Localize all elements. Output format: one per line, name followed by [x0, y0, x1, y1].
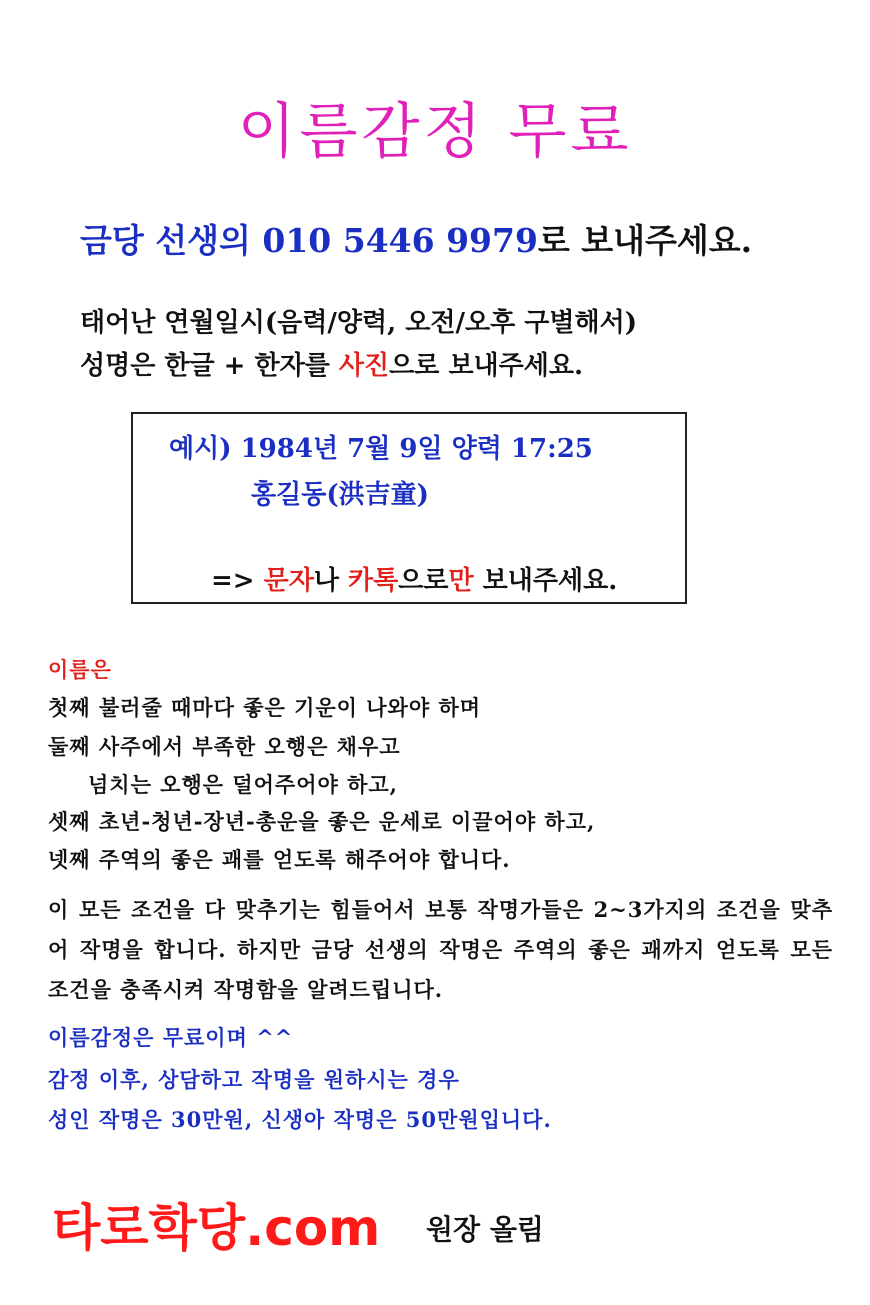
name-rule-2-cont: 넘치는 오행은 덜어주어야 하고,	[88, 772, 398, 797]
page-title: 이름감정 무료	[237, 97, 633, 167]
info-line-1: 태어난 연월일시(음력/양력, 오전/오후 구별해서)	[80, 308, 638, 338]
example-box	[131, 412, 687, 604]
contact-instruction: 로 보내주세요.	[537, 221, 753, 260]
brand-logo-text: 타로학당.com	[52, 1199, 381, 1257]
info-line-2	[80, 345, 583, 382]
name-rule-4: 넷째 주역의 좋은 괘를 얻도록 해주어야 합니다.	[48, 847, 511, 872]
name-section-heading: 이름은	[48, 657, 112, 682]
name-rule-2: 둘째 사주에서 부족한 오행은 채우고	[48, 734, 401, 759]
example-only: 만	[448, 566, 474, 596]
name-rule-1: 첫째 불러줄 때마다 좋은 기운이 나와야 하며	[48, 695, 482, 720]
info-photo-highlight: 사진	[338, 351, 390, 381]
pricing-line-1: 이름감정은 무료이며 ^^	[48, 1025, 294, 1050]
example-sms: 문자	[263, 566, 314, 596]
example-date: 예시) 1984년 7월 9일 양력 17:25	[169, 434, 593, 464]
info-line-2-post: 으로 보내주세요.	[389, 351, 584, 381]
contact-phone: 금당 선생의 010 5446 9979	[80, 221, 538, 260]
example-name: 홍길동(洪吉童)	[251, 480, 429, 510]
pricing-line-3: 성인 작명은 30만원, 신생아 작명은 50만원입니다.	[48, 1107, 552, 1132]
contact-line	[80, 215, 752, 262]
example-send: 보내주세요.	[473, 566, 618, 596]
example-via: 으로	[398, 566, 449, 596]
example-or: 나	[313, 566, 349, 596]
example-send-method	[211, 560, 617, 597]
example-arrow: =>	[211, 566, 264, 596]
explanation-paragraph: 이 모든 조건을 다 맞추기는 힘들어서 보통 작명가들은 2~3가지의 조건을 맞추어 작명을 합니다. 하지만 금당 선생의 작명은 주역의 좋은 괘까지 얻도록 모든 조건을 충족시켜 작명함을 알려드립니다.	[48, 897, 833, 1002]
signature: 원장 올림	[426, 1213, 544, 1246]
name-rule-3: 셋째 초년-청년-장년-총운을 좋은 운세로 이끌어야 하고,	[48, 809, 596, 834]
example-kakaotalk: 카톡	[348, 566, 399, 596]
info-line-2-pre: 성명은 한글 + 한자를	[80, 351, 339, 381]
pricing-line-2: 감정 이후, 상담하고 작명을 원하시는 경우	[48, 1067, 460, 1092]
